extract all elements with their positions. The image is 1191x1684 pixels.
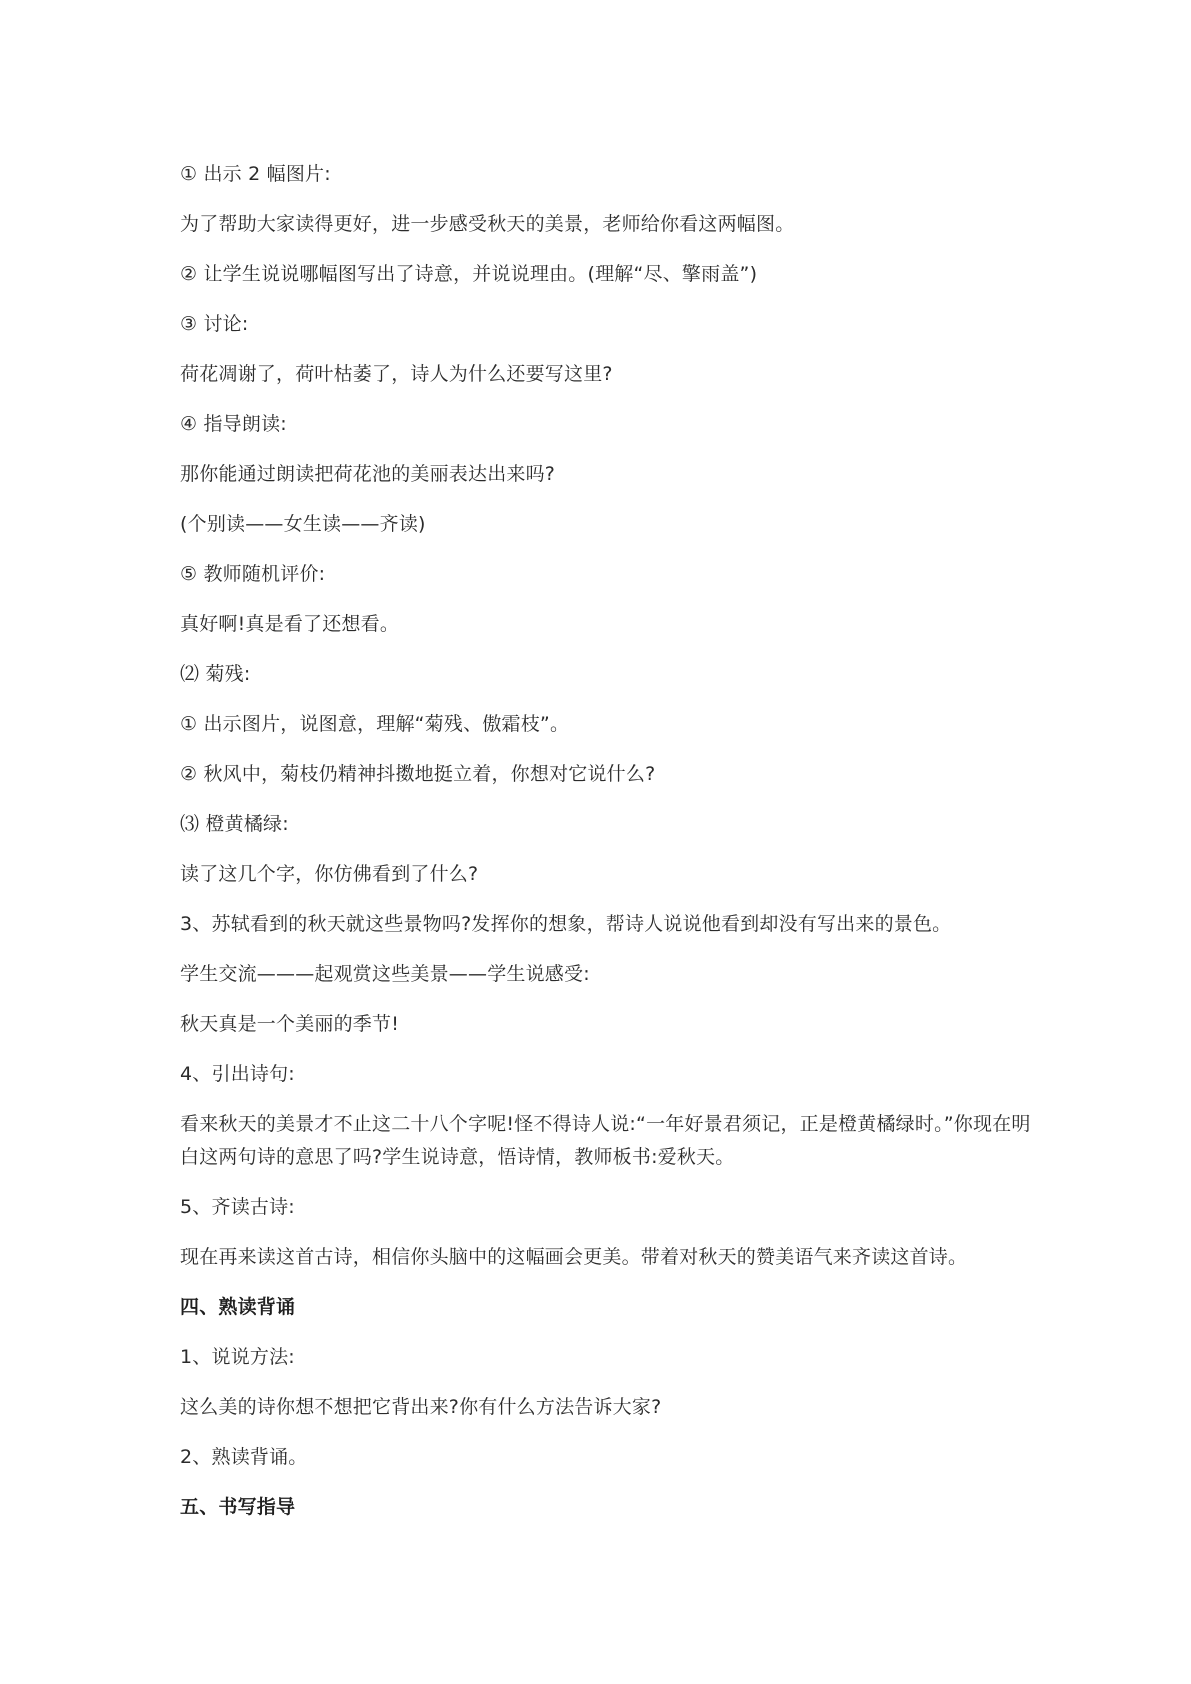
- section-heading: 五、书写指导: [180, 1496, 296, 1518]
- paragraph: 为了帮助大家读得更好，进一步感受秋天的美景，老师给你看这两幅图。: [180, 213, 795, 235]
- paragraph: 荷花凋谢了，荷叶枯萎了，诗人为什么还要写这里?: [180, 363, 613, 385]
- paragraph: 秋天真是一个美丽的季节!: [180, 1013, 400, 1035]
- paragraph: 学生交流———起观赏这些美景——学生说感受:: [180, 963, 590, 985]
- paragraph: ② 秋风中，菊枝仍精神抖擞地挺立着，你想对它说什么?: [180, 763, 656, 785]
- paragraph: (个别读——女生读——齐读): [180, 513, 426, 535]
- paragraph: 5、齐读古诗:: [180, 1196, 295, 1218]
- paragraph: 这么美的诗你想不想把它背出来?你有什么方法告诉大家?: [180, 1396, 662, 1418]
- section-heading: 四、熟读背诵: [180, 1296, 296, 1318]
- paragraph: 看来秋天的美景才不止这二十八个字呢!怪不得诗人说:“一年好景君须记，正是橙黄橘绿时。”你现在明白这两句诗的意思了吗?学生说诗意，悟诗情，教师板书:爱秋天。: [180, 1113, 1031, 1168]
- paragraph: 1、说说方法:: [180, 1346, 295, 1368]
- paragraph: ⑤ 教师随机评价:: [180, 563, 326, 585]
- paragraph: 3、苏轼看到的秋天就这些景物吗?发挥你的想象，帮诗人说说他看到却没有写出来的景色。: [180, 913, 952, 935]
- paragraph: ① 出示 2 幅图片:: [180, 163, 331, 185]
- paragraph: ③ 讨论:: [180, 313, 249, 335]
- paragraph: 现在再来读这首古诗，相信你头脑中的这幅画会更美。带着对秋天的赞美语气来齐读这首诗。: [180, 1246, 968, 1268]
- document-body: [180, 158, 1040, 1541]
- paragraph: ② 让学生说说哪幅图写出了诗意，并说说理由。(理解“尽、擎雨盖”): [180, 263, 758, 285]
- paragraph: ① 出示图片，说图意，理解“菊残、傲霜枝”。: [180, 713, 570, 735]
- paragraph: ④ 指导朗读:: [180, 413, 287, 435]
- paragraph: 4、引出诗句:: [180, 1063, 295, 1085]
- paragraph: 真好啊!真是看了还想看。: [180, 613, 400, 635]
- paragraph: 2、熟读背诵。: [180, 1446, 308, 1468]
- paragraph: ⑵ 菊残:: [180, 663, 251, 685]
- paragraph: 那你能通过朗读把荷花池的美丽表达出来吗?: [180, 463, 556, 485]
- paragraph: ⑶ 橙黄橘绿:: [180, 813, 289, 835]
- paragraph: 读了这几个字，你仿佛看到了什么?: [180, 863, 479, 885]
